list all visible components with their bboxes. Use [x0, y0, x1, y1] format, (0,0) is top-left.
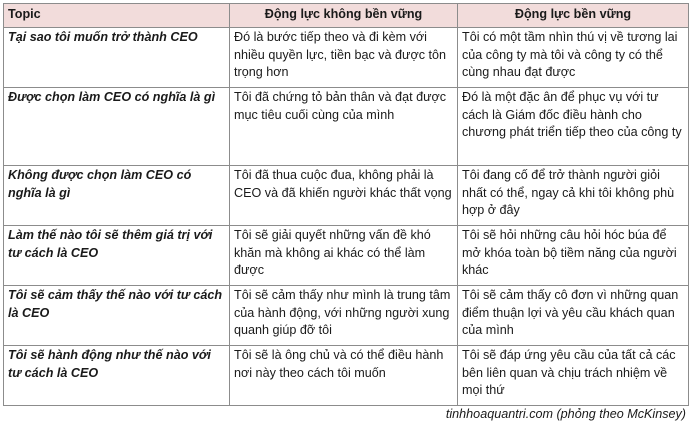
sustainable-cell: Tôi sẽ hỏi những câu hỏi hóc búa để mở khóa toàn bộ tiềm năng của người khác: [458, 226, 689, 286]
table-row: [4, 88, 689, 166]
topic-cell: Tại sao tôi muốn trở thành CEO: [4, 28, 230, 88]
unsustainable-cell: Tôi sẽ giải quyết những vấn đề khó khăn mà không ai khác có thể làm được: [230, 226, 458, 286]
table-header-row: [4, 4, 689, 28]
unsustainable-cell: Tôi đã chứng tỏ bản thân và đạt được mục tiêu cuối cùng của mình: [230, 88, 458, 166]
topic-cell: Làm thế nào tôi sẽ thêm giá trị với tư cách là CEO: [4, 226, 230, 286]
sustainable-cell: Tôi sẽ cảm thấy cô đơn vì những quan điểm thuận lợi và yêu cầu khách quan của mình: [458, 286, 689, 346]
source-note: tinhhoaquantri.com (phỏng theo McKinsey): [445, 407, 686, 421]
topic-cell: Tôi sẽ hành động như thế nào với tư cách là CEO: [4, 346, 230, 406]
unsustainable-cell: Đó là bước tiếp theo và đi kèm với nhiều quyền lực, tiền bạc và được tôn trọng hơn: [230, 28, 458, 88]
ceo-motivation-table: [3, 3, 689, 406]
table-row: [4, 166, 689, 226]
unsustainable-cell: Tôi sẽ cảm thấy như mình là trung tâm của hành động, với những người xung quanh giúp đỡ tôi: [230, 286, 458, 346]
sustainable-cell: Tôi có một tầm nhìn thú vị về tương lai của công ty mà tôi và công ty có thể cùng nhau đạt được: [458, 28, 689, 88]
header-topic: Topic: [4, 4, 230, 28]
header-sustainable: Động lực bền vững: [458, 4, 689, 28]
sustainable-cell: Tôi đang cố để trở thành người giỏi nhất có thể, ngay cả khi tôi không phù hợp ở đây: [458, 166, 689, 226]
table-row: [4, 286, 689, 346]
table-row: [4, 346, 689, 406]
sustainable-cell: Tôi sẽ đáp ứng yêu cầu của tất cả các bên liên quan và chịu trách nhiệm về mọi thứ: [458, 346, 689, 406]
topic-cell: Được chọn làm CEO có nghĩa là gì: [4, 88, 230, 166]
sustainable-cell: Đó là một đặc ân để phục vụ với tư cách là Giám đốc điều hành cho chương phát triển tiếp theo của công ty: [458, 88, 689, 166]
header-unsustainable: Động lực không bền vững: [230, 4, 458, 28]
table-row: [4, 226, 689, 286]
topic-cell: Không được chọn làm CEO có nghĩa là gì: [4, 166, 230, 226]
unsustainable-cell: Tôi sẽ là ông chủ và có thể điều hành nơi này theo cách tôi muốn: [230, 346, 458, 406]
table-row: [4, 28, 689, 88]
unsustainable-cell: Tôi đã thua cuộc đua, không phải là CEO và đã khiến người khác thất vọng: [230, 166, 458, 226]
topic-cell: Tôi sẽ cảm thấy thế nào với tư cách là CEO: [4, 286, 230, 346]
